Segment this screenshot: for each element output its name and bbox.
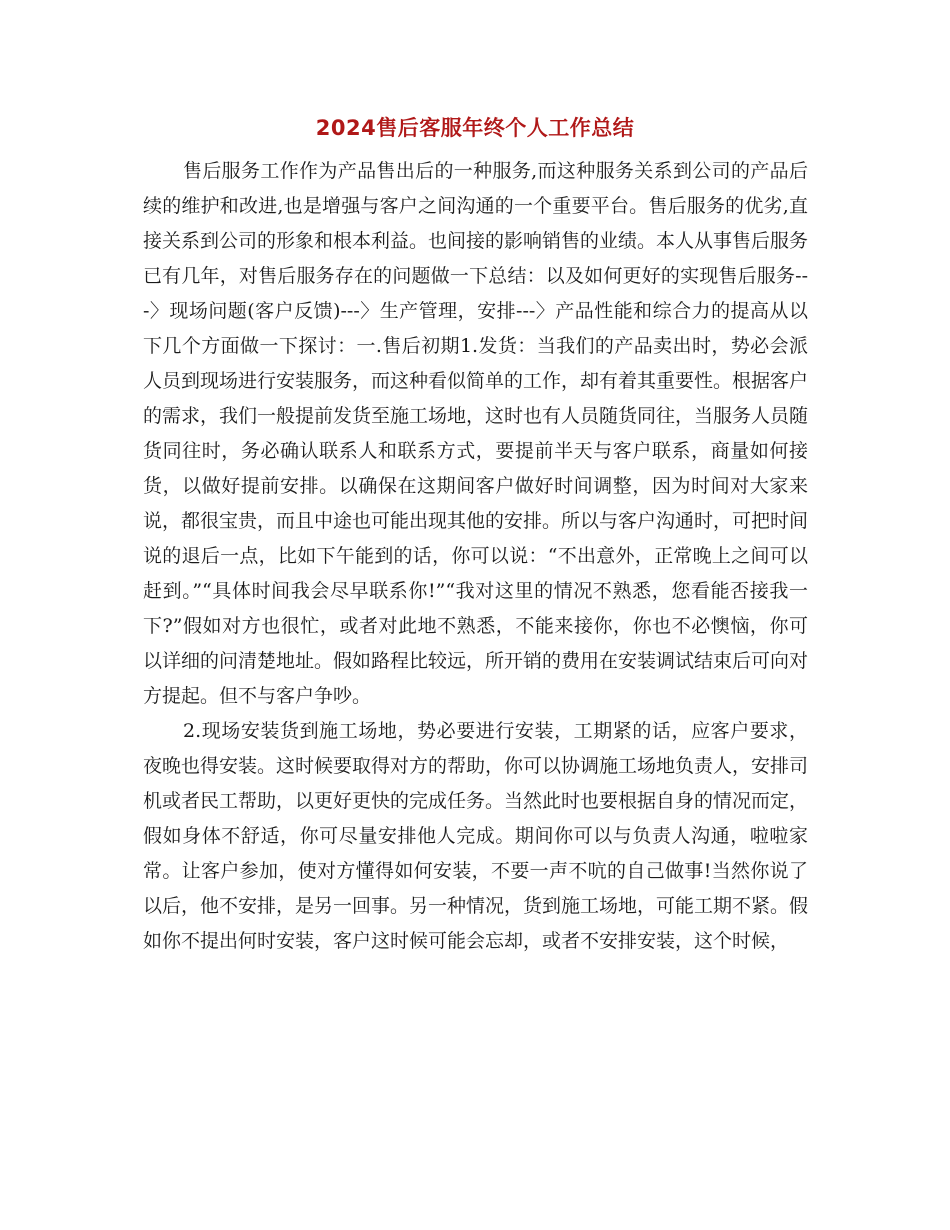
paragraph-2: 2.现场安装货到施工场地，势必要进行安装，工期紧的话，应客户要求，夜晚也得安装。这时候要取得对方的帮助，你可以协调施工场地负责人，安排司机或者民工帮助，以更好更快的完成任务。当然此时也要根据自身的情况而定，假如身体不舒适，你可尽量安排他人完成。期间你可以与负责人沟通，啦啦家常。让客户参加，使对方懂得如何安装，不要一声不吭的自己做事!当然你说了以后，他不安排，是另一回事。另一种情况，货到施工场地，可能工期不紧。假如你不提出何时安装，客户这时候可能会忘却，或者不安排安装，这个时候， <box>143 720 809 952</box>
paragraph-1: 售后服务工作作为产品售出后的一种服务,而这种服务关系到公司的产品后续的维护和改进,也是增强与客户之间沟通的一个重要平台。售后服务的优劣,直接关系到公司的形象和根本利益。也间接的影响销售的业绩。本人从事售后服务已有几年，对售后服务存在的问题做一下总结：以及如何更好的实现售后服务---〉现场问题(客户反馈)---〉生产管理，安排---〉产品性能和综合力的提高从以下几个方面做一下探讨：一.售后初期1.发货：当我们的产品卖出时，势必会派人员到现场进行安装服务，而这种看似简单的工作，却有着其重要性。根据客户的需求，我们一般提前发货至施工场地，这时也有人员随货同往，当服务人员随货同往时，务必确认联系人和联系方式，要提前半天与客户联系，商量如何接货，以做好提前安排。以确保在这期间客户做好时间调整，因为时间对大家来说，都很宝贵，而且中途也可能出现其他的安排。所以与客户沟通时，可把时间说的退后一点，比如下午能到的话，你可以说：“不出意外，正常晚上之间可以赶到。”“具体时间我会尽早联系你!”“我对这里的情况不熟悉，您看能否接我一下?”假如对方也很忙，或者对此地不熟悉，不能来接你，你也不必懊恼，你可以详细的问清楚地址。假如路程比较远，所开销的费用在安装调试结束后可向对方提起。但不与客户争吵。 <box>143 160 809 707</box>
document-title: 2024售后客服年终个人工作总结 <box>315 116 635 140</box>
document-body <box>143 154 808 959</box>
